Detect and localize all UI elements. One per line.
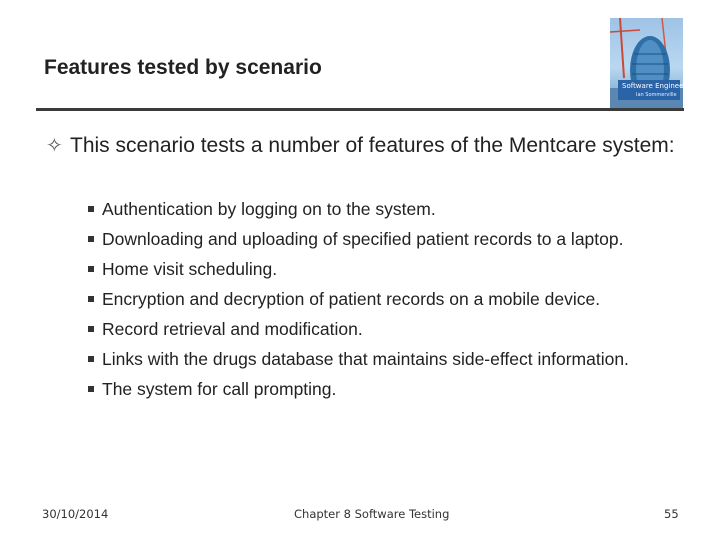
sub-bullet-item [74,377,684,401]
title-divider [36,108,684,111]
footer-date: 30/10/2014 [42,507,109,521]
book-author: Ian Sommerville [636,92,677,98]
book-cover-image [610,18,698,108]
sub-bullet-list [74,197,684,407]
four-point-star-bullet-icon: ✧ [46,135,63,157]
sub-bullet-text: Record retrieval and modification. [102,319,363,339]
square-bullet-icon [88,236,94,242]
sub-bullet-item [74,347,684,371]
sub-bullet-item [74,257,684,281]
square-bullet-icon [88,296,94,302]
sub-bullet-text: Encryption and decryption of patient records on a mobile device. [102,289,601,309]
sub-bullet-text: Authentication by logging on to the system. [102,199,436,219]
square-bullet-icon [88,326,94,332]
sub-bullet-item [74,197,684,221]
main-bullet-text: This scenario tests a number of features of the Mentcare system: [70,134,675,157]
slide-title: Features tested by scenario [44,56,322,79]
sub-bullet-item [74,317,684,341]
main-bullet [46,132,686,160]
square-bullet-icon [88,266,94,272]
square-bullet-icon [88,386,94,392]
footer-page-number: 55 [664,507,679,521]
book-title: Software Engineering [622,82,698,90]
sub-bullet-item [74,287,684,311]
footer-chapter: Chapter 8 Software Testing [294,507,450,521]
square-bullet-icon [88,206,94,212]
square-bullet-icon [88,356,94,362]
sub-bullet-text: Downloading and uploading of specified patient records to a laptop. [102,229,624,249]
sub-bullet-text: The system for call prompting. [102,379,337,399]
sub-bullet-text: Links with the drugs database that maintains side-effect information. [102,349,629,369]
sub-bullet-item [74,227,684,251]
sub-bullet-text: Home visit scheduling. [102,259,278,279]
